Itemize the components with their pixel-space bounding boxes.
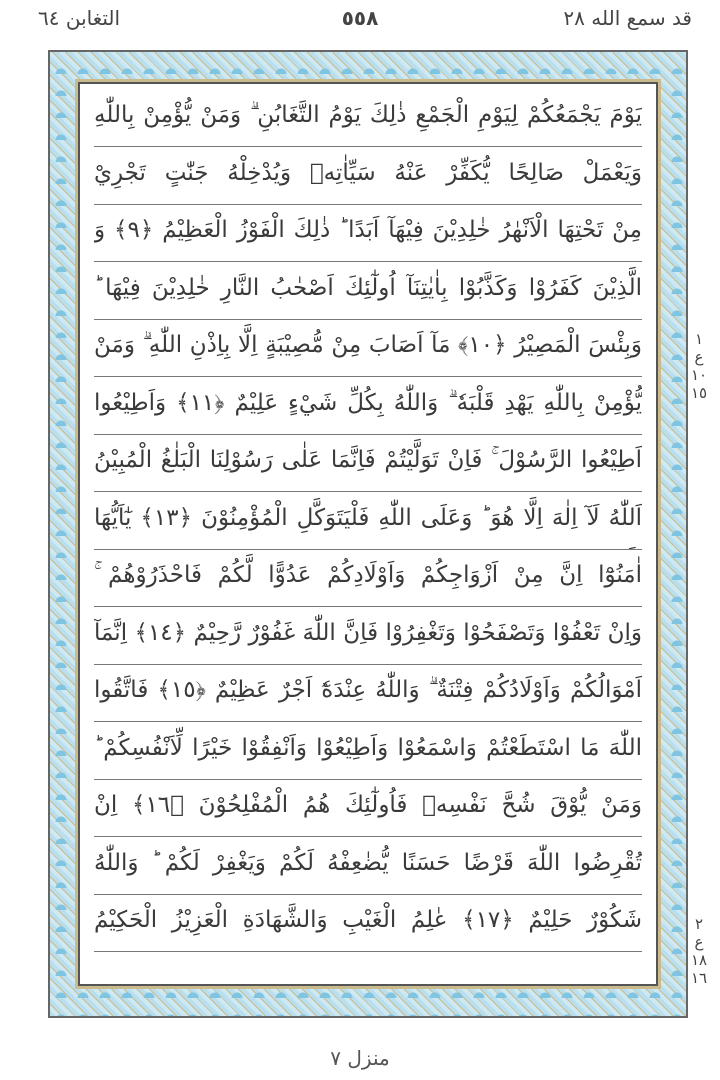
ruku-marker-part: ١ bbox=[694, 330, 704, 348]
verse-line: وَيَعْمَلْ صَالِحًا يُّكَفِّرْ عَنْهُ سَيِّاٰتِهٖ وَيُدْخِلْهُ جَنّٰتٍ تَجْرِيْ bbox=[94, 148, 642, 205]
ruku-marker-part: ع bbox=[694, 933, 704, 951]
verse-line: شَكُوْرٌ حَلِيْمٌ ﴿١٧﴾ عٰلِمُ الْغَيْبِ وَالشَّهَادَةِ الْعَزِيْزُ الْحَكِيْمُ bbox=[94, 895, 642, 952]
verse-line: اَمْوَالُكُمْ وَاَوْلَادُكُمْ فِتْنَةٌ ۗ وَاللّٰهُ عِنْدَهٗٓ اَجْرٌ عَظِيْمٌ ﴿١٥﴾ فَاتَّقُوا bbox=[94, 665, 642, 722]
ruku-marker-part: ٢ bbox=[694, 915, 704, 933]
verse-line: يَوْمَ يَجْمَعُكُمْ لِيَوْمِ الْجَمْعِ ذٰلِكَ يَوْمُ التَّغَابُنِ ۗ وَمَنْ يُّؤْمِنْ بِاللّٰهِ bbox=[94, 90, 642, 147]
ruku-marker-part: ١٠ bbox=[690, 366, 708, 384]
ruku-marker bbox=[686, 915, 712, 987]
verse-line: وَمَنْ يُّوْقَ شُحَّ نَفْسِهٖ فَاُولٰٓئِكَ هُمُ الْمُفْلِحُوْنَ ﴿١٦﴾ اِنْ bbox=[94, 780, 642, 837]
verse-line: تُقْرِضُوا اللّٰهَ قَرْضًا حَسَنًا يُّضٰعِفْهُ لَكُمْ وَيَغْفِرْ لَكُمْ ؕ وَاللّٰهُ bbox=[94, 838, 642, 895]
ruku-marker bbox=[686, 330, 712, 402]
verse-line: اَللّٰهُ لَآ اِلٰهَ اِلَّا هُوَ ؕ وَعَلَى اللّٰهِ فَلْيَتَوَكَّلِ الْمُؤْمِنُوْنَ ﴿١٣﴾ يٰٓاَيُّهَا bbox=[94, 493, 642, 550]
ornamental-border bbox=[48, 50, 688, 1018]
verse-line: اَطِيْعُوا الرَّسُوْلَ ۚ فَاِنْ تَوَلَّيْتُمْ فَاِنَّمَا عَلٰى رَسُوْلِنَا الْبَلٰغُ الْمُبِيْنُ bbox=[94, 435, 642, 492]
verse-line: اللّٰهَ مَا اسْتَطَعْتُمْ وَاسْمَعُوْا وَاَطِيْعُوْا وَاَنْفِقُوْا خَيْرًا لِّاَنْفُسِكُمْ ؕ bbox=[94, 723, 642, 780]
text-area bbox=[78, 82, 658, 986]
verse-line: اٰمَنُوْٓا اِنَّ مِنْ اَزْوَاجِكُمْ وَاَوْلَادِكُمْ عَدُوًّا لَّكُمْ فَاحْذَرُوْهُمْ ۚ bbox=[94, 550, 642, 607]
verse-line: الَّذِيْنَ كَفَرُوْا وَكَذَّبُوْا بِاٰيٰتِنَآ اُولٰٓئِكَ اَصْحٰبُ النَّارِ خٰلِدِيْنَ فِيْهَا ؕ bbox=[94, 263, 642, 320]
manzil-label: منزل ٧ bbox=[330, 1046, 390, 1070]
verse-line: يُّؤْمِنْ بِاللّٰهِ يَهْدِ قَلْبَهٗ ۗ وَاللّٰهُ بِكُلِّ شَيْءٍ عَلِيْمٌ ﴿١١﴾ وَاَطِيْعُوا bbox=[94, 378, 642, 435]
ruku-marker-part: ١٥ bbox=[690, 384, 708, 402]
surah-name: التغابن ٦٤ bbox=[38, 6, 121, 30]
page-number: ٥٥٨ bbox=[341, 6, 379, 30]
verse-line: مِنْ تَحْتِهَا الْاَنْهٰرُ خٰلِدِيْنَ فِيْهَآ اَبَدًا ؕ ذٰلِكَ الْفَوْزُ الْعَظِيْمُ ﴿٩﴾ وَ bbox=[94, 205, 642, 262]
ruku-marker-part: ١٦ bbox=[690, 969, 708, 987]
verse-line: وَاِنْ تَعْفُوْا وَتَصْفَحُوْا وَتَغْفِرُوْا فَاِنَّ اللّٰهَ غَفُوْرٌ رَّحِيْمٌ ﴿١٤﴾ اِنَّمَآ bbox=[94, 608, 642, 665]
verse-line: وَبِئْسَ الْمَصِيْرُ ﴿١٠﴾ مَآ اَصَابَ مِنْ مُّصِيْبَةٍ اِلَّا بِاِذْنِ اللّٰهِ ۗ وَمَنْ bbox=[94, 320, 642, 377]
ruku-marker-part: ١٨ bbox=[690, 951, 708, 969]
juz-name: قد سمع الله ٢٨ bbox=[563, 6, 692, 30]
ruku-marker-part: ع bbox=[694, 348, 704, 366]
